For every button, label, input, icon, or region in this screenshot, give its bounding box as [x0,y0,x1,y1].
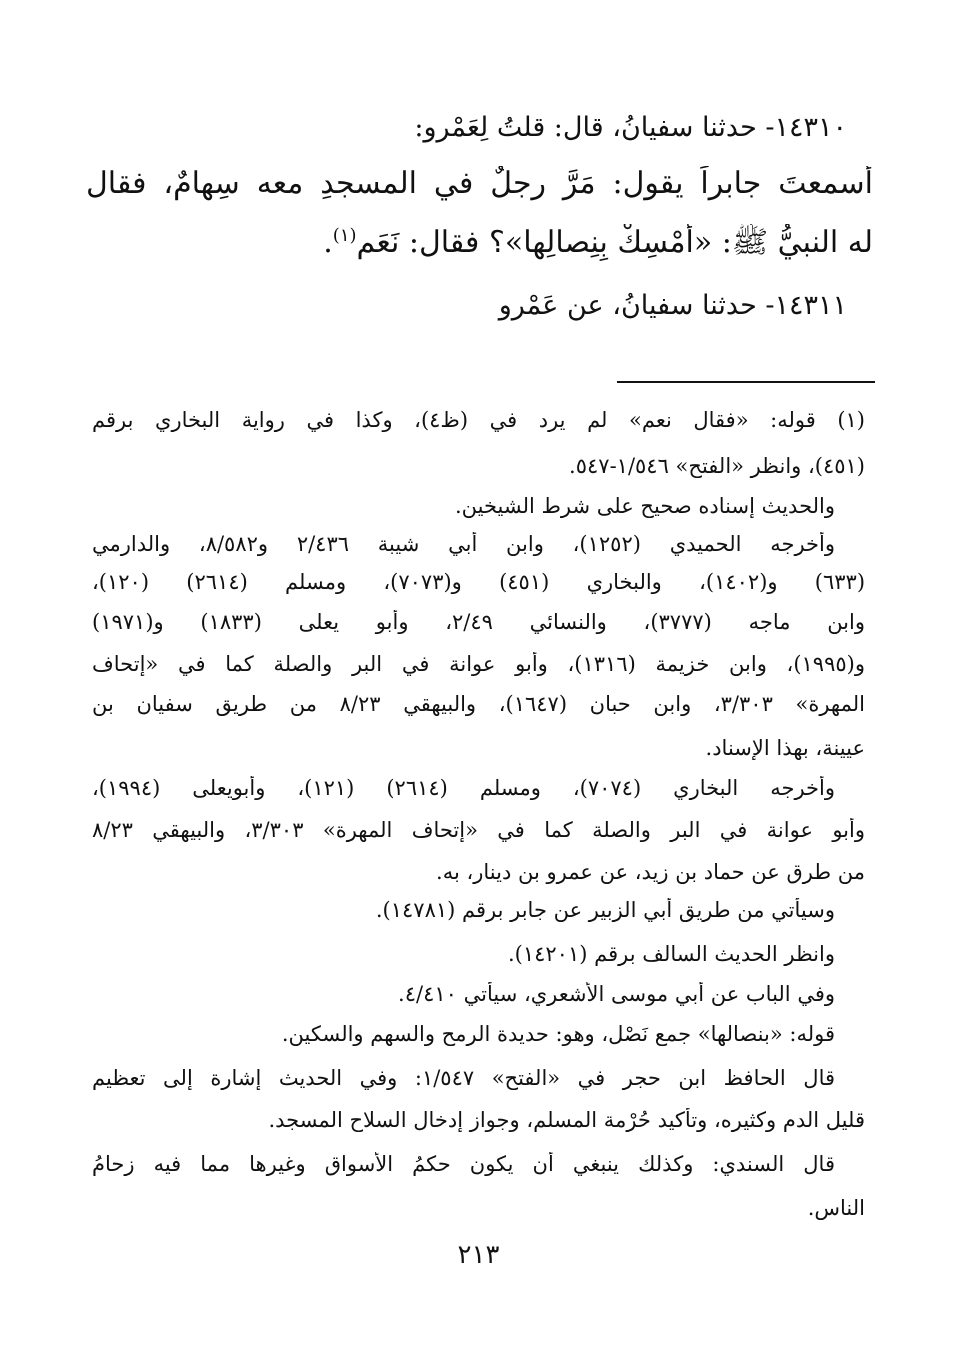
footnote-line-16: قوله: «بنصالها» جمع نَصْل، وهو: حديدة الرمح والسهم والسكين. [281,1022,835,1046]
footnote-line-9: عيينة، بهذا الإسناد. [705,736,865,760]
footnote-line-13: وسيأتي من طريق أبي الزبير عن جابر برقم (١٤٧٨١). [375,898,835,922]
hadith-14310-header: ١٤٣١٠- حدثنا سفيانُ، قال: قلتُ لِعَمْرو: [414,112,847,143]
footnote-line-19: قال السندي: وكذلك ينبغي أن يكون حكمُ الأسواق وغيرها مما فيه زِحامُ [92,1152,835,1176]
footnote-line-5: (٦٣٣) و(١٤٠٢)، والبخاري (٤٥١) و(٧٠٧٣)، ومسلم (٢٦١٤) (١٢٠)، [92,570,865,594]
footnote-line-3: والحديث إسناده صحيح على شرط الشيخين. [454,494,835,518]
footnote-line-12: من طرق عن حماد بن زيد، عن عمرو بن دينار، به. [436,860,865,884]
hadith-14310-body-line-1: أسمعتَ جابراً يقول: مَرَّ رجلٌ في المسجدِ معه سِهامٌ، فقال [86,166,873,201]
footnote-ref: (١) [332,225,357,246]
page-number: ٢١٣ [457,1240,500,1270]
footnote-line-7: و(١٩٩٥)، وابن خزيمة (١٣١٦)، وأبو عوانة في البر والصلة كما في «إتحاف [92,652,865,676]
footnote-separator [617,381,875,383]
hadith-14310-body-line-2 [92,224,873,267]
footnote-line-6: وابن ماجه (٣٧٧٧)، والنسائي ٢/٤٩، وأبو يعلى (١٨٣٣) و(١٩٧١) [92,610,865,634]
footnote-line-14: وانظر الحديث السالف برقم (١٤٢٠١). [507,942,835,966]
footnote-line-17: قال الحافظ ابن حجر في «الفتح» ١/٥٤٧: وفي الحديث إشارة إلى تعظيم [92,1066,835,1090]
footnote-line-11: وأبو عوانة في البر والصلة كما في «إتحاف المهرة» ٣/٣٠٣، والبيهقي ٨/٢٣ [92,818,865,842]
hadith-14311-header: ١٤٣١١- حدثنا سفيانُ، عن عَمْرو [498,290,847,321]
footnote-line-4: وأخرجه الحميدي (١٢٥٢)، وابن أبي شيبة ٢/٤٣٦ و٨/٥٨٢، والدارمي [92,532,835,556]
footnote-line-1: (١) قوله: «فقال نعم» لم يرد في (ظ٤)، وكذا في رواية البخاري برقم [92,408,865,432]
footnote-line-8: المهرة» ٣/٣٠٣، وابن حبان (١٦٤٧)، والبيهقي ٨/٢٣ من طريق سفيان بن [92,692,865,716]
hadith-14310-body-line-2-end: . [323,225,333,260]
footnote-line-2: (٤٥١)، وانظر «الفتح» ١/٥٤٦-٥٤٧. [569,454,865,478]
footnote-line-18: قليل الدم وكثيره، وتأكيد حُرْمة المسلم، وجواز إدخال السلاح المسجد. [268,1108,865,1132]
footnote-line-20: الناس. [807,1196,865,1220]
hadith-14310-body-line-2-text: له النبيُّ ﷺ: «أَمْسِكْ بِنِصالِها»؟ فقال: نَعَم [356,225,873,260]
footnote-line-10: وأخرجه البخاري (٧٠٧٤)، ومسلم (٢٦١٤) (١٢١)، وأبويعلى (١٩٩٤)، [92,776,835,800]
footnote-line-15: وفي الباب عن أبي موسى الأشعري، سيأتي ٤/٤١٠. [398,982,835,1006]
